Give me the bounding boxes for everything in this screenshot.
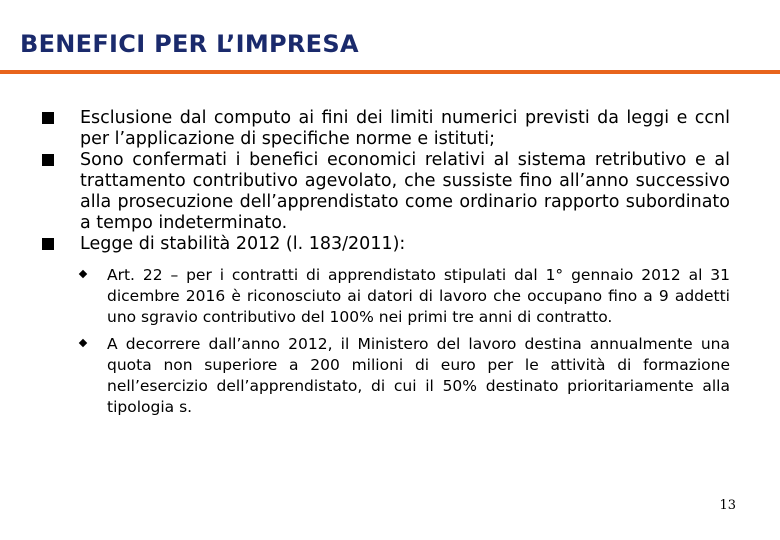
bullet-item [40,108,730,150]
page-number: 13 [719,498,736,513]
bullet-item [40,234,730,255]
bullet-item [40,150,730,234]
diamond-bullet-icon [79,339,87,347]
bullet-text: Legge di stabilità 2012 (l. 183/2011): [80,234,406,254]
sub-bullet-text: A decorrere dall’anno 2012, il Ministero del lavoro destina annualmente una quota non superiore a 200 milioni di euro per le attività di formazione nell’esercizio dell’apprendistato, di cui il 50% destinato prioritariamente alla tipologia s. [107,335,730,416]
bullet-text: Sono confermati i benefici economici relativi al sistema retributivo e al trattamento contributivo agevolato, che sussiste fino all’anno successivo alla prosecuzione dell’apprendistato come ordinario rapporto subordinato a tempo indeterminato. [80,150,730,233]
bullet-text: Esclusione dal computo ai fini dei limiti numerici previsti da leggi e ccnl per l’applicazione di specifiche norme e istituti; [80,108,730,149]
square-bullet-icon [42,112,54,124]
title-underline [0,70,780,74]
square-bullet-icon [42,154,54,166]
sub-bullet-text: Art. 22 – per i contratti di apprendistato stipulati dal 1° gennaio 2012 al 31 dicembre 2016 è riconosciuto ai datori di lavoro che occupano fino a 9 addetti uno sgravio contributivo del 100% nei primi tre anni di contratto. [107,266,730,326]
sub-bullet-item [40,265,730,328]
slide-title: BENEFICI PER L’IMPRESA [20,30,359,58]
sub-bullet-list [40,265,730,418]
sub-bullet-item [40,334,730,418]
slide-body [40,108,730,424]
square-bullet-icon [42,238,54,250]
diamond-bullet-icon [79,270,87,278]
